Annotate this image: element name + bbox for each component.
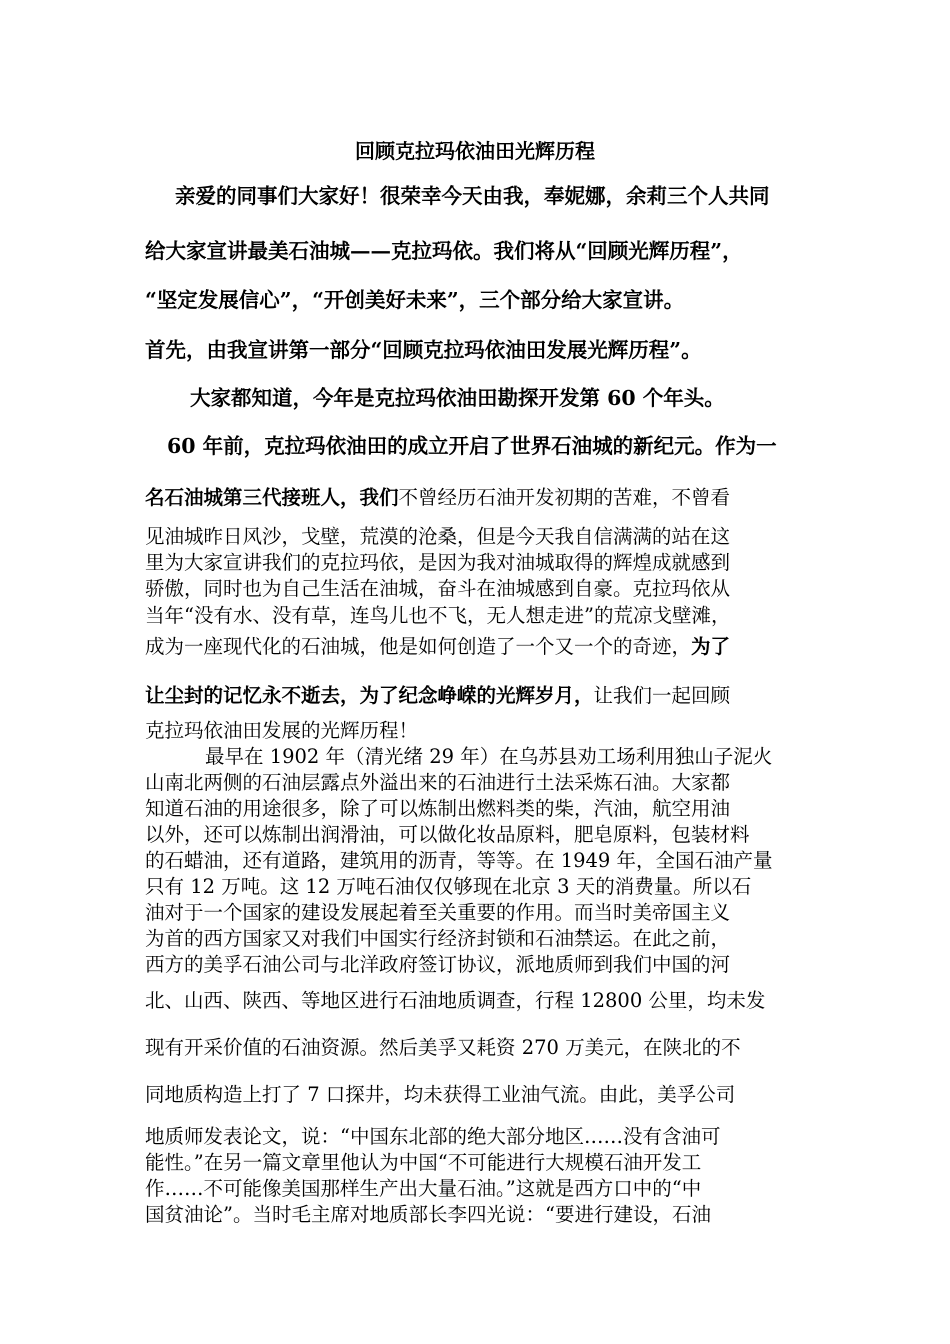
text-run: 知道石油的用途很多，除了可以炼制出燃料类的柴，汽油，航空用油 [145,797,731,820]
bold-text-run: 为了 [691,635,731,658]
paragraph-line [145,1202,807,1228]
paragraph-line [145,524,807,550]
text-run: 骄傲，同时也为自己生活在油城，奋斗在油城感到自豪。克拉玛依从 [145,577,731,600]
paragraph-line [145,485,807,511]
text-run: 最早在 1902 年（清光绪 29 年）在乌苏县劝工场利用独山子泥火 [205,745,773,768]
paragraph-line [145,1082,807,1108]
text-run: 当年“没有水、没有草，连鸟儿也不飞，无人想走进”的荒凉戈壁滩， [145,604,731,627]
paragraph-line [145,744,807,770]
text-run: 为首的西方国家又对我们中国实行经济封锁和石油禁运。在此之前， [145,927,731,950]
paragraph-line [145,900,807,926]
paragraph-line [145,718,807,744]
text-run: 以外，还可以炼制出润滑油，可以做化妆品原料，肥皂原料，包装材料 [145,823,750,846]
text-run: 能性。”在另一篇文章里他认为中国“不可能进行大规模石油开发工 [145,1151,702,1174]
paragraph-line [145,287,807,313]
text-run: 油对于一个国家的建设发展起着至关重要的作用。而当时美帝国主义 [145,901,731,924]
text-run: 同地质构造上打了 7 口探井，均未获得工业油气流。由此，美孚公司 [145,1083,736,1106]
text-run: 让我们一起回顾 [593,684,731,707]
paragraph-line [145,238,807,264]
bold-text-run: “坚定发展信心”，“开创美好未来”，三个部分给大家宣讲。 [145,288,685,312]
text-run: 的石蜡油，还有道路，建筑用的沥青，等等。在 1949 年，全国石油产量 [145,849,773,872]
paragraph-line [145,433,807,459]
paragraph-line [145,796,807,822]
text-run: 成为一座现代化的石油城，他是如何创造了一个又一个的奇迹， [145,635,692,658]
paragraph-line [145,822,807,848]
bold-text-run: 给大家宣讲最美石油城——克拉玛依。我们将从“回顾光辉历程”， [145,239,743,263]
text-run: 国贫油论”。当时毛主席对地质部长李四光说：“要进行建设，石油 [145,1203,711,1226]
text-run: 克拉玛依油田发展的光辉历程！ [145,719,419,742]
paragraph-line [145,988,807,1014]
paragraph-line [145,603,807,629]
bold-text-run: 大家都知道，今年是克拉玛依油田勘探开发第 60 个年头。 [190,386,725,410]
text-run: 地质师发表论文，说：“中国东北部的绝大部分地区……没有含油可 [145,1125,721,1148]
bold-text-run: 首先，由我宣讲第一部分“回顾克拉玛依油田发展光辉历程”。 [145,338,702,362]
paragraph-line [145,848,807,874]
text-run: 里为大家宣讲我们的克拉玛依，是因为我对油城取得的辉煌成就感到 [145,551,731,574]
paragraph-line [145,183,807,209]
paragraph-line [145,683,807,709]
bold-text-run: 名石油城第三代接班人，我们 [145,486,399,509]
paragraph-line [145,337,807,363]
paragraph-line [145,1150,807,1176]
text-run: 只有 12 万吨。这 12 万吨石油仅仅够现在北京 3 天的消费量。所以石 [145,875,752,898]
bold-text-run: 60 年前，克拉玛依油田的成立开启了世界石油城的新纪元。作为一 [167,434,777,458]
paragraph-line [145,1124,807,1150]
paragraph-line [145,550,807,576]
paragraph-line [145,385,807,411]
bold-text-run: 让尘封的记忆永不逝去，为了纪念峥嵘的光辉岁月， [145,684,594,707]
bold-text-run: 亲爱的同事们大家好！很荣幸今天由我，奉妮娜，余莉三个人共同 [175,184,770,208]
paragraph-line [145,634,807,660]
text-run: 现有开采价值的石油资源。然后美孚又耗资 270 万美元，在陕北的不 [145,1036,741,1059]
paragraph-line [145,770,807,796]
paragraph-line [145,1035,807,1061]
text-run: 北、山西、陕西、等地区进行石油地质调查，行程 12800 公里，均未发 [145,989,766,1012]
text-run: 西方的美孚石油公司与北洋政府签订协议，派地质师到我们中国的河 [145,953,731,976]
text-run: 见油城昨日风沙，戈壁，荒漠的沧桑，但是今天我自信满满的站在这 [145,525,731,548]
paragraph-line [145,926,807,952]
text-run: 不曾经历石油开发初期的苦难，不曾看 [398,486,731,509]
page-title: 回顾克拉玛依油田光辉历程 [355,139,595,163]
paragraph-line [145,952,807,978]
paragraph-line [145,1176,807,1202]
paragraph-line [145,874,807,900]
text-run: 作……不可能像美国那样生产出大量石油。”这就是西方口中的“中 [145,1177,702,1200]
paragraph-line [145,576,807,602]
text-run: 山南北两侧的石油层露点外溢出来的石油进行土法采炼石油。大家都 [145,771,731,794]
